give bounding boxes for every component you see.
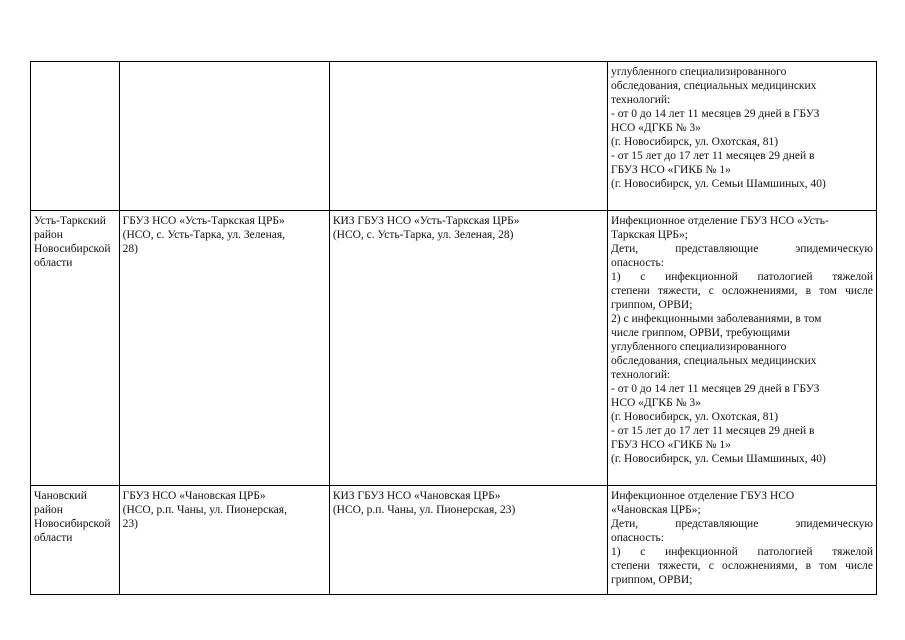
cell-text-line: числе гриппом, ОРВИ, требующими	[611, 327, 790, 339]
cell-text-line: Таркская ЦРБ»;	[611, 229, 688, 241]
cell-text-line: КИЗ ГБУЗ НСО «Усть-Таркская ЦРБ»	[332, 215, 520, 227]
cell-text-line: 28)	[122, 243, 138, 255]
cell-text-line: (НСО, с. Усть-Тарка, ул. Зеленая,	[122, 229, 286, 241]
infectious-dept-cell	[608, 62, 877, 211]
hospital-routing-table	[30, 61, 877, 595]
table-row	[31, 211, 877, 486]
district-cell	[31, 62, 120, 211]
cell-text-line: - от 0 до 14 лет 11 месяцев 29 дней в ГБУЗ	[611, 383, 820, 395]
cell-text-line: ГБУЗ НСО «Усть-Таркская ЦРБ»	[122, 215, 285, 227]
cell-text-line: район	[34, 504, 63, 516]
cell-text-line: Новосибирской	[34, 243, 111, 255]
cell-text-line: области	[34, 257, 73, 269]
cell-text-line: ГБУЗ НСО «Чановская ЦРБ»	[122, 490, 266, 502]
cell-text-line: Инфекционное отделение ГБУЗ НСО «Усть-	[611, 215, 829, 227]
cell-text-line: Инфекционное отделение ГБУЗ НСО	[611, 490, 795, 502]
cell-text-line: - от 15 лет до 17 лет 11 месяцев 29 дней в	[611, 425, 815, 437]
cell-text-line: опасность:	[611, 532, 664, 544]
cell-text-line: (г. Новосибирск, ул. Семьи Шамшиных, 40)	[611, 453, 826, 465]
cell-text-line: Чановский	[34, 490, 87, 502]
cell-text-line: 2) с инфекционными заболеваниями, в том	[611, 313, 822, 325]
cell-text-line: технологий:	[611, 94, 671, 106]
cell-text-line: Новосибирской	[34, 518, 111, 530]
cell-text-line: обследования, специальных медицинских	[611, 355, 817, 367]
cell-text-line: степени тяжести, с осложнениями, в том числе	[611, 560, 873, 572]
cell-text-line: НСО «ДГКБ № 3»	[611, 122, 701, 134]
cell-text-line: 1) с инфекционной патологией тяжелой	[611, 271, 873, 283]
cell-text-line: углубленного специализированного	[611, 341, 787, 353]
cell-text-line: степени тяжести, с осложнениями, в том числе	[611, 285, 873, 297]
kiz-cell	[329, 62, 607, 211]
cell-text-line: (г. Новосибирск, ул. Семьи Шамшиных, 40)	[611, 178, 826, 190]
cell-text-line: 1) с инфекционной патологией тяжелой	[611, 546, 873, 558]
cell-text-line: гриппом, ОРВИ;	[611, 574, 693, 586]
infectious-dept-cell	[608, 211, 877, 486]
table-row	[31, 486, 877, 595]
cell-text-line: НСО «ДГКБ № 3»	[611, 397, 701, 409]
cell-text-line: (НСО, р.п. Чаны, ул. Пионерская,	[122, 504, 287, 516]
cell-text-line: технологий:	[611, 369, 671, 381]
gbuz-cell	[119, 211, 329, 486]
gbuz-cell	[119, 62, 329, 211]
district-cell	[31, 486, 120, 595]
cell-text-line: (г. Новосибирск, ул. Охотская, 81)	[611, 136, 779, 148]
table-body	[31, 62, 877, 595]
cell-text-line: Дети, представляющие эпидемическую	[611, 518, 873, 530]
cell-text-line: 23)	[122, 518, 138, 530]
district-cell	[31, 211, 120, 486]
cell-text-line: ГБУЗ НСО «ГИКБ № 1»	[611, 164, 731, 176]
gbuz-cell	[119, 486, 329, 595]
cell-text-line: обследования, специальных медицинских	[611, 80, 817, 92]
cell-text-line: Дети, представляющие эпидемическую	[611, 243, 873, 255]
cell-text-line: - от 15 лет до 17 лет 11 месяцев 29 дней в	[611, 150, 815, 162]
cell-text-line: (НСО, р.п. Чаны, ул. Пионерская, 23)	[332, 504, 516, 516]
cell-text-line: (НСО, с. Усть-Тарка, ул. Зеленая, 28)	[332, 229, 514, 241]
cell-text-line: углубленного специализированного	[611, 66, 787, 78]
table-row	[31, 62, 877, 211]
cell-text-line: КИЗ ГБУЗ НСО «Чановская ЦРБ»	[332, 490, 501, 502]
cell-text-line: ГБУЗ НСО «ГИКБ № 1»	[611, 439, 731, 451]
cell-text-line: - от 0 до 14 лет 11 месяцев 29 дней в ГБУЗ	[611, 108, 820, 120]
kiz-cell	[329, 486, 607, 595]
kiz-cell	[329, 211, 607, 486]
cell-text-line: области	[34, 532, 73, 544]
cell-text-line: Усть-Таркский	[34, 215, 106, 227]
cell-text-line: (г. Новосибирск, ул. Охотская, 81)	[611, 411, 779, 423]
infectious-dept-cell	[608, 486, 877, 595]
cell-text-line: гриппом, ОРВИ;	[611, 299, 693, 311]
cell-text-line: «Чановская ЦРБ»;	[611, 504, 701, 516]
cell-text-line: опасность:	[611, 257, 664, 269]
cell-text-line: район	[34, 229, 63, 241]
